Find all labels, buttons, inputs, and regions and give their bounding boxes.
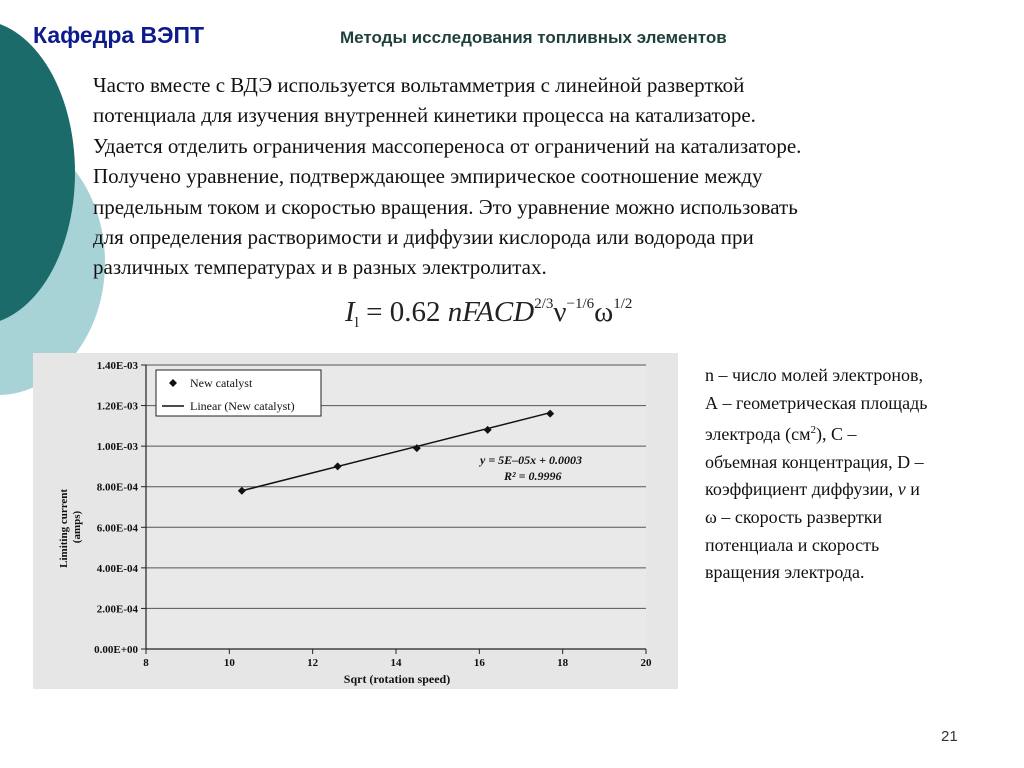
- y-tick-label: 0.00E+00: [94, 644, 138, 656]
- formula-omega: ω: [594, 296, 614, 328]
- x-tick-label: 8: [143, 657, 149, 669]
- y-tick-label: 2.00E-04: [96, 603, 138, 616]
- body-line: Часто вместе с ВДЭ используется вольтамметрия с линейной разверткой: [93, 73, 745, 97]
- formula-exp2: −1/6: [566, 296, 595, 312]
- x-tick-label: 16: [473, 657, 485, 669]
- body-line: потенциала для изучения внутренней кинетики процесса на катализаторе.: [93, 103, 756, 128]
- side-line: объемная концентрация, D –: [705, 451, 924, 472]
- side-line: А – геометрическая площадь: [705, 392, 928, 413]
- formula-equals: = 0.62: [358, 296, 448, 328]
- department-title: Кафедра ВЭПТ: [33, 22, 205, 48]
- page-number: 21: [941, 728, 958, 745]
- body-line: различных температурах и в разных электролитах.: [93, 255, 547, 280]
- formula-exp3: 1/2: [613, 296, 633, 312]
- formula-lhs: I: [345, 296, 355, 328]
- side-line: ω – скорость развертки: [705, 506, 883, 527]
- side-line: вращения электрода.: [705, 562, 865, 583]
- x-tick-label: 18: [557, 657, 569, 669]
- body-line: для определения растворимости и диффузии кислорода или водорода при: [93, 225, 754, 250]
- trendline-r-squared: R² = 0.9996: [504, 469, 562, 483]
- x-tick-label: 14: [390, 657, 402, 669]
- trendline-equation: y = 5E–05x + 0.0003: [480, 453, 583, 467]
- limiting-current-chart: [33, 353, 678, 689]
- side-line: n – число молей электронов,: [705, 365, 924, 385]
- body-line: Удается отделить ограничения массопереноса от ограничений на катализаторе.: [93, 133, 802, 158]
- side-line: [705, 417, 1005, 449]
- formula-factors: nFACD: [447, 296, 535, 328]
- limiting-current-formula: [345, 296, 632, 332]
- y-tick-label: 1.00E-03: [96, 441, 138, 454]
- chart-legend: [156, 370, 321, 416]
- y-axis-label-line2: (amps): [71, 510, 83, 544]
- x-tick-label: 12: [307, 657, 319, 669]
- side-line: потенциала и скорость: [705, 534, 880, 555]
- y-tick-label: 1.40E-03: [96, 360, 138, 372]
- y-tick-label: 6.00E-04: [96, 522, 138, 535]
- body-paragraph: [93, 70, 973, 283]
- body-line: предельным током и скоростью вращения. Это уравнение можно использовать: [93, 194, 798, 219]
- x-axis-label: Sqrt (rotation speed): [343, 672, 451, 686]
- formula-exp1: 2/3: [534, 296, 554, 312]
- side-line-part: коэффициент диффузии,: [705, 479, 898, 500]
- side-nu-symbol: ν: [897, 479, 906, 500]
- side-line-part: ), С –: [815, 424, 857, 445]
- side-superscript: 2: [810, 424, 816, 437]
- formula-nu: ν: [553, 296, 567, 328]
- formula-lhs-sub: l: [354, 315, 359, 331]
- body-line: Получено уравнение, подтверждающее эмпирическое соотношение между: [93, 164, 763, 189]
- legend-label-linear: Linear (New catalyst): [190, 399, 295, 413]
- side-line-part: и: [905, 479, 920, 500]
- x-tick-label: 10: [223, 657, 235, 669]
- y-tick-label: 8.00E-04: [96, 481, 138, 494]
- variable-legend: [705, 362, 1005, 587]
- y-axis-label-line1: Limiting current: [58, 488, 70, 568]
- side-line-part: электрода (см: [705, 424, 811, 445]
- slide-topic: Методы исследования топливных элементов: [340, 28, 727, 47]
- y-tick-label: 1.20E-03: [96, 400, 138, 413]
- side-line: [705, 476, 1005, 504]
- legend-label-new-catalyst: New catalyst: [190, 376, 253, 390]
- chart-panel: [33, 353, 678, 689]
- y-axis-label: [58, 486, 83, 568]
- y-tick-label: 4.00E-04: [96, 562, 138, 575]
- x-tick-label: 20: [640, 657, 652, 669]
